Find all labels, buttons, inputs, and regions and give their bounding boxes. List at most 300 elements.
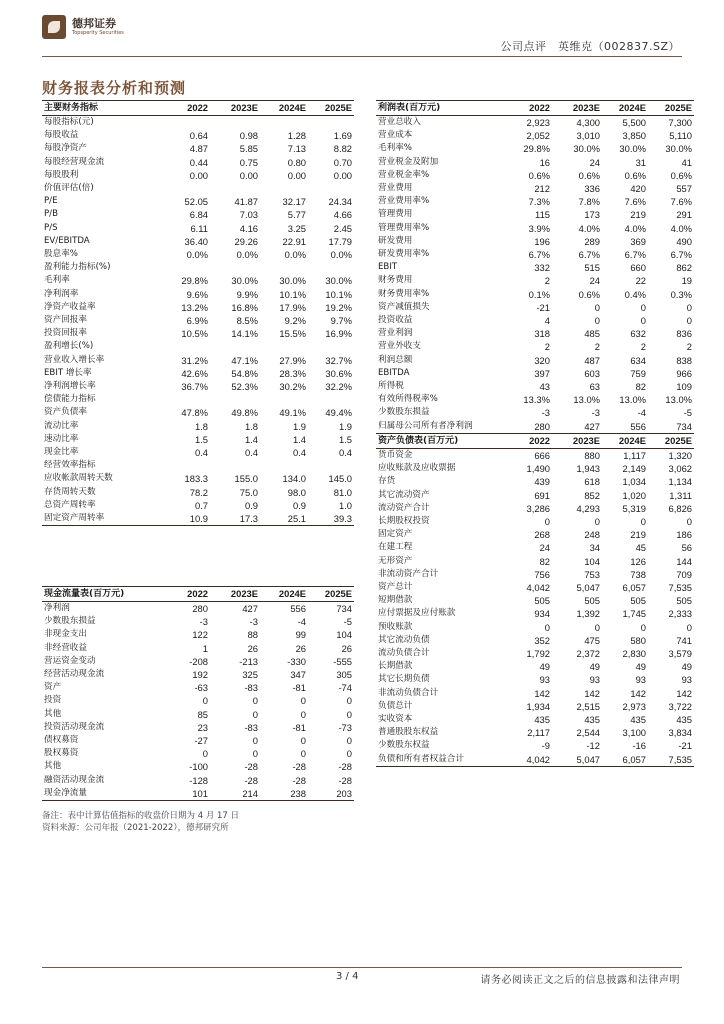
year-header-cell: 2024E	[602, 434, 648, 449]
value-cell: 183.3	[184, 473, 208, 485]
year-header-cell: 2025E	[308, 587, 354, 602]
table-row	[376, 515, 694, 528]
value-cell: 7.6%	[624, 196, 646, 208]
value-cell: 4.0%	[578, 222, 600, 234]
value-cell: 556	[602, 420, 648, 434]
table-row	[42, 367, 354, 380]
value-cell: 435	[630, 714, 646, 726]
table-row	[42, 340, 354, 353]
value-cell: 1,117	[623, 450, 646, 461]
value-cell	[260, 116, 308, 130]
value-cell: 104	[584, 555, 600, 567]
value-cell	[160, 182, 210, 195]
table-row	[42, 156, 354, 169]
value-cell: 0.64	[189, 130, 208, 142]
value-cell: 93	[539, 674, 550, 686]
table-row	[42, 602, 354, 616]
value-cell: 7.8%	[578, 196, 600, 208]
value-cell: 9.7%	[330, 315, 352, 327]
note-line: 备注：表中计算估值指标的收盘价日期为 4 月 17 日	[42, 811, 240, 821]
value-cell: -16	[632, 740, 646, 752]
table-row	[376, 594, 694, 607]
value-cell: 88	[247, 629, 258, 641]
table-row	[42, 420, 354, 433]
table-row	[42, 406, 354, 419]
table-row	[376, 222, 694, 235]
table-row	[42, 628, 354, 641]
value-cell: 3,286	[526, 502, 550, 514]
row-label-cell: 存货	[378, 476, 396, 487]
value-cell: 880	[584, 450, 600, 461]
value-cell: -128	[189, 774, 208, 786]
value-cell: 36.7%	[181, 381, 208, 393]
value-cell: -4	[637, 407, 646, 419]
value-cell: 19	[681, 275, 692, 287]
row-label-cell: 营业税金及附加	[378, 156, 439, 167]
value-cell: 439	[534, 476, 550, 488]
value-cell: 1,943	[576, 463, 600, 475]
value-cell: 2	[544, 275, 550, 287]
value-cell: 0	[686, 621, 692, 633]
value-cell	[308, 116, 354, 130]
value-cell: 30.0%	[619, 143, 646, 155]
value-cell: 17.3	[210, 512, 260, 526]
value-cell: 0	[594, 621, 600, 633]
value-cell: 41	[681, 156, 692, 168]
value-cell: 26	[295, 642, 306, 654]
row-label-cell: 其他	[44, 708, 62, 719]
value-cell: -83	[244, 682, 258, 694]
value-cell: 47.1%	[231, 354, 258, 366]
value-cell: -28	[338, 761, 352, 773]
value-cell: 618	[584, 476, 600, 488]
value-cell: 1.8	[244, 420, 258, 432]
value-cell: 0.4	[292, 447, 306, 459]
value-cell: 24	[589, 156, 600, 168]
value-cell: 505	[676, 595, 692, 607]
value-cell: 7,535	[668, 582, 692, 594]
table-row	[376, 449, 694, 463]
year-header-cell: 2023E	[210, 101, 260, 116]
value-cell: 1,134	[668, 476, 692, 488]
row-label-cell: 净利润增长率	[44, 381, 96, 392]
year-header-cell: 2023E	[552, 101, 602, 116]
table-row	[376, 621, 694, 634]
value-cell: 17.9%	[279, 301, 306, 313]
value-cell: 0.4	[194, 447, 208, 459]
row-label-cell: 其它流动资产	[378, 489, 430, 500]
value-cell: 0	[640, 315, 646, 327]
row-label-cell: P/S	[44, 222, 58, 233]
value-cell: 3,850	[622, 130, 646, 142]
value-cell: -5	[343, 616, 352, 628]
row-label-cell: 资产回报率	[44, 315, 87, 326]
value-cell: 115	[535, 209, 550, 221]
row-label-cell: 每股指标(元)	[44, 117, 94, 127]
row-label-cell: 资产总计	[378, 582, 413, 593]
value-cell: 666	[534, 450, 550, 461]
value-cell: 238	[260, 787, 308, 801]
value-cell: 7.03	[239, 209, 258, 221]
value-cell: 7.3%	[528, 196, 550, 208]
year-header-cell: 2025E	[648, 101, 694, 116]
value-cell: 5.85	[239, 143, 258, 155]
value-cell	[210, 116, 260, 130]
value-cell: 22.91	[282, 235, 306, 247]
value-cell: 0	[252, 695, 258, 707]
value-cell: 3,834	[668, 727, 692, 739]
table-row	[42, 642, 354, 655]
row-label-cell: 投资活动现金流	[44, 721, 105, 732]
table-row	[42, 787, 354, 801]
value-cell: 30.0%	[665, 143, 692, 155]
value-cell: 1.69	[333, 130, 352, 142]
table-row	[42, 195, 354, 208]
value-cell: 192	[192, 669, 208, 681]
table-row	[42, 681, 354, 694]
value-cell: 2	[594, 341, 600, 353]
value-cell: 0.00	[333, 169, 352, 181]
table-header-row	[42, 587, 354, 602]
value-cell: 1,320	[668, 450, 692, 461]
row-label-cell: 普通股股东权益	[378, 727, 439, 738]
table-row	[376, 726, 694, 739]
value-cell: 6.11	[190, 222, 208, 234]
value-cell: 0	[594, 516, 600, 528]
row-label-cell: 净利润	[44, 603, 70, 613]
main-indicators-table	[42, 100, 354, 526]
value-cell: 6.7%	[624, 249, 646, 261]
row-label-cell: 存货周转天数	[44, 486, 96, 497]
value-cell: 505	[584, 595, 600, 607]
table-row	[42, 615, 354, 628]
row-label-cell: 投资回报率	[44, 328, 87, 339]
value-cell: 487	[584, 354, 600, 366]
value-cell: 352	[534, 634, 550, 646]
value-cell: 98.0	[287, 486, 306, 498]
page-number: 3 / 4	[336, 971, 359, 982]
row-label-cell: EBIT	[378, 262, 398, 273]
row-label-cell: 毛利率	[44, 275, 70, 286]
row-label-cell: 应付票据及应付账款	[378, 608, 456, 619]
value-cell: 26	[341, 642, 352, 654]
value-cell: 10.5%	[181, 328, 208, 340]
value-cell: 0	[686, 301, 692, 313]
table-row	[376, 327, 694, 340]
value-cell: 0.4%	[624, 288, 646, 300]
value-cell: -21	[536, 301, 550, 313]
row-label-cell: 股息率%	[44, 249, 78, 260]
value-cell: 738	[630, 568, 646, 580]
row-label-cell: EV/EBITDA	[44, 235, 90, 246]
value-cell: 1.9	[338, 420, 352, 432]
value-cell	[308, 393, 354, 406]
value-cell: 0	[346, 735, 352, 747]
value-cell: 336	[584, 183, 600, 195]
value-cell: 31.2%	[181, 354, 208, 366]
value-cell: 3,722	[668, 700, 692, 712]
table-row	[376, 288, 694, 301]
value-cell	[260, 261, 308, 274]
value-cell: 332	[534, 262, 550, 274]
value-cell: -100	[189, 761, 208, 773]
row-label-cell: 营业总收入	[378, 117, 421, 127]
value-cell: 0	[252, 748, 258, 760]
value-cell	[260, 340, 308, 353]
table-row	[42, 261, 354, 274]
table-title-cell: 利润表(百万元)	[376, 101, 502, 116]
row-label-cell: 每股经营现金流	[44, 156, 105, 167]
year-header-cell: 2024E	[260, 101, 308, 116]
value-cell: 0.75	[239, 156, 258, 168]
value-cell: 2.45	[333, 222, 352, 234]
value-cell: 34	[589, 542, 600, 554]
value-cell: 1,745	[622, 608, 646, 620]
value-cell: 7.6%	[670, 196, 692, 208]
value-cell: 0	[346, 708, 352, 720]
value-cell: 212	[534, 183, 550, 195]
table-header-row	[376, 101, 694, 116]
value-cell: 27.9%	[279, 354, 306, 366]
table-row	[42, 472, 354, 485]
value-cell: 52.05	[184, 196, 208, 208]
table-row	[42, 222, 354, 235]
value-cell: 8.82	[333, 143, 352, 155]
value-cell: 3.25	[287, 222, 306, 234]
value-cell: 16.9%	[325, 328, 352, 340]
row-label-cell: 应收帐款周转天数	[44, 473, 113, 484]
row-label-cell: 股权募资	[44, 748, 79, 759]
value-cell: 0	[300, 695, 306, 707]
value-cell: -74	[338, 682, 352, 694]
balance-sheet-table	[376, 433, 694, 767]
value-cell: 435	[534, 714, 550, 726]
value-cell	[210, 340, 260, 353]
value-cell: 1,392	[576, 608, 600, 620]
value-cell: 280	[192, 603, 208, 614]
table-row	[376, 528, 694, 541]
value-cell: 0.6%	[624, 169, 646, 181]
value-cell: 6,826	[668, 502, 692, 514]
value-cell: 603	[584, 367, 600, 379]
value-cell: 30.0%	[573, 143, 600, 155]
row-label-cell: 在建工程	[378, 542, 413, 553]
row-label-cell: 每股股利	[44, 169, 79, 180]
value-cell: 49	[681, 661, 692, 673]
value-cell	[210, 459, 260, 472]
value-cell: -81	[292, 682, 306, 694]
table-row	[42, 208, 354, 221]
value-cell: 10.1%	[279, 288, 306, 300]
row-label-cell: 预收账款	[378, 621, 413, 632]
value-cell: 580	[630, 634, 646, 646]
value-cell: 397	[534, 367, 550, 379]
value-cell: 0	[686, 516, 692, 528]
value-cell: 6,057	[602, 753, 648, 767]
table-title-cell: 现金流量表(百万元)	[42, 587, 160, 602]
value-cell: 1,934	[526, 700, 550, 712]
value-cell: 435	[676, 714, 692, 726]
table-row	[376, 713, 694, 726]
row-label-cell: 财务费用率%	[378, 288, 430, 299]
table-row	[42, 314, 354, 327]
cash-flow-table	[42, 586, 354, 801]
table-header-row	[376, 434, 694, 449]
value-cell: 0	[686, 315, 692, 327]
value-cell: 2	[544, 341, 550, 353]
row-label-cell: 营运资金变动	[44, 655, 96, 666]
value-cell	[160, 459, 210, 472]
value-cell: -28	[292, 761, 306, 773]
value-cell	[160, 393, 210, 406]
row-label-cell: 无形资产	[378, 555, 413, 566]
row-label-cell: 利润总额	[378, 354, 413, 365]
value-cell: 10.9	[160, 512, 210, 526]
row-label-cell: 资产负债率	[44, 407, 87, 418]
value-cell: 203	[308, 787, 354, 801]
value-cell: 142	[584, 687, 600, 699]
value-cell: 1.4	[244, 433, 258, 445]
row-label-cell: 流动负债合计	[378, 648, 430, 659]
page-title: 财务报表分析和预测	[42, 79, 187, 97]
row-label-cell: 净利润率	[44, 288, 79, 299]
value-cell: 0	[594, 315, 600, 327]
year-header-cell: 2024E	[260, 587, 308, 602]
table-row	[376, 195, 694, 208]
value-cell: 126	[630, 555, 646, 567]
row-label-cell: 非现金支出	[44, 629, 87, 640]
value-cell: 1.5	[338, 433, 352, 445]
value-cell: 505	[534, 595, 550, 607]
value-cell: 1,792	[526, 648, 550, 660]
value-cell: 427	[242, 603, 258, 614]
row-label-cell: 融资活动现金流	[44, 774, 105, 785]
logo-icon	[42, 15, 66, 39]
table-row	[42, 354, 354, 367]
value-cell: 134.0	[282, 473, 306, 485]
value-cell: 4,293	[576, 502, 600, 514]
row-label-cell: 营业费用	[378, 183, 413, 194]
value-cell: 15.5%	[279, 328, 306, 340]
value-cell: 0.80	[287, 156, 306, 168]
value-cell: 268	[534, 529, 550, 541]
value-cell: 1.28	[287, 130, 306, 142]
value-cell: 966	[676, 367, 692, 379]
table-row	[376, 274, 694, 287]
value-cell: 0.6%	[578, 169, 600, 181]
table-row	[376, 502, 694, 515]
value-cell: 29.8%	[181, 275, 208, 287]
value-cell: -208	[189, 655, 208, 667]
value-cell: 6.7%	[670, 249, 692, 261]
value-cell	[308, 459, 354, 472]
value-cell: 1,311	[669, 489, 692, 501]
table-row	[376, 581, 694, 594]
table-row	[42, 708, 354, 721]
table-row	[376, 607, 694, 620]
value-cell: 9.2%	[284, 315, 306, 327]
value-cell: -3	[199, 616, 208, 628]
row-label-cell: 长期股权投资	[378, 516, 430, 527]
value-cell: 0.0%	[236, 249, 258, 261]
table-row	[376, 687, 694, 700]
value-cell: 320	[534, 354, 550, 366]
value-cell: 219	[630, 209, 646, 221]
table-row	[376, 314, 694, 327]
table-row	[42, 760, 354, 773]
year-header-cell: 2024E	[602, 101, 648, 116]
row-label-cell: 固定资产周转率	[42, 512, 160, 526]
row-label-cell: 研发费用	[378, 235, 413, 246]
value-cell: 634	[630, 354, 646, 366]
value-cell: 2,973	[622, 700, 646, 712]
footer-divider	[42, 967, 682, 968]
row-label-cell: 营业税金率%	[378, 169, 430, 180]
value-cell: 1.0	[338, 499, 352, 511]
value-cell	[308, 340, 354, 353]
row-label-cell: 净资产收益率	[44, 301, 96, 312]
value-cell: 862	[676, 262, 692, 274]
row-label-cell: 非流动负债合计	[378, 687, 439, 698]
row-label-cell: 价值评估(倍)	[44, 183, 94, 194]
value-cell: 29.26	[234, 235, 258, 247]
value-cell: 3,010	[576, 130, 600, 142]
value-cell: 5,047	[552, 753, 602, 767]
row-label-cell: 经营效率指标	[44, 460, 96, 471]
income-statement-table	[376, 100, 694, 434]
table-row	[376, 235, 694, 248]
value-cell: 4.0%	[624, 222, 646, 234]
value-cell: 42.6%	[181, 367, 208, 379]
value-cell: 122	[192, 629, 208, 641]
value-cell: 16	[539, 156, 550, 168]
value-cell: 30.2%	[279, 381, 306, 393]
table-row	[42, 142, 354, 155]
value-cell: 556	[290, 603, 306, 614]
table-header-row	[42, 101, 354, 116]
value-cell: 142	[534, 687, 550, 699]
value-cell: 30.0%	[279, 275, 306, 287]
value-cell: 0.1%	[528, 288, 550, 300]
row-label-cell: 每股净资产	[44, 143, 87, 154]
value-cell: 49	[589, 661, 600, 673]
table-row	[376, 116, 694, 130]
value-cell: 4,042	[502, 753, 552, 767]
row-label-cell: P/B	[44, 209, 58, 220]
value-cell: 0.0%	[186, 249, 208, 261]
row-label-cell: 现金比率	[44, 447, 79, 458]
value-cell: 30.0%	[231, 275, 258, 287]
value-cell: 4.66	[333, 209, 352, 221]
value-cell: 1.9	[292, 420, 306, 432]
value-cell: 0	[300, 735, 306, 747]
table-row	[376, 301, 694, 314]
row-label-cell: 每股收益	[44, 130, 79, 141]
value-cell: 369	[630, 235, 646, 247]
value-cell: 2,923	[526, 117, 550, 128]
value-cell: -3	[541, 407, 550, 419]
value-cell: 14.1%	[231, 328, 258, 340]
value-cell: -3	[249, 616, 258, 628]
value-cell	[260, 393, 308, 406]
row-label-cell: 负债总计	[378, 700, 413, 711]
row-label-cell: 长期借款	[378, 661, 413, 672]
value-cell: 219	[630, 529, 646, 541]
row-label-cell: 其他	[44, 761, 62, 772]
table-row	[376, 753, 694, 767]
row-label-cell: 流动比率	[44, 420, 79, 431]
table-row	[42, 116, 354, 130]
